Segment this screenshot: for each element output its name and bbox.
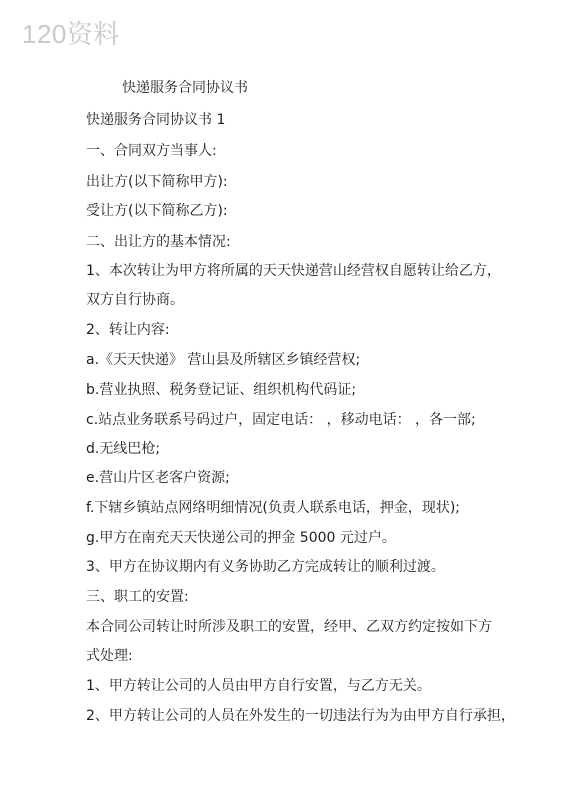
document-line: 1、本次转让为甲方将所属的天天快递营山经营权自愿转让给乙方， [86, 263, 501, 279]
document-line: c.站点业务联系号码过户，固定电话： ，移动电话： ，各一部; [86, 412, 476, 428]
document-line: 一、合同双方当事人: [86, 143, 217, 159]
document-line: 式处理: [86, 648, 133, 664]
document-line: 3、甲方在协议期内有义务协助乙方完成转让的顺利过渡。 [86, 559, 445, 575]
document-line: 本合同公司转让时所涉及职工的安置，经甲、乙双方约定按如下方 [86, 619, 492, 635]
document-line: 二、出让方的基本情况: [86, 234, 231, 250]
document-title: 快递服务合同协议书 [122, 80, 248, 96]
document-line: 双方自行协商。 [86, 292, 184, 308]
document-line: a.《天天快递》 营山县及所辖区乡镇经营权; [86, 352, 361, 368]
document-line: d.无线巴枪; [86, 441, 161, 457]
document-line: 2、转让内容: [86, 322, 170, 338]
document-line: 三、职工的安置: [86, 589, 189, 605]
document-line: b.营业执照、税务登记证、组织机构代码证; [86, 382, 357, 398]
document-line: e.营山片区老客户资源; [86, 470, 230, 486]
document-line: g.甲方在南充天天快递公司的押金 5000 元过户。 [86, 530, 396, 546]
document-line: 2、甲方转让公司的人员在外发生的一切违法行为为由甲方自行承担， [86, 708, 515, 724]
document-line: 快递服务合同协议书 1 [86, 112, 226, 128]
document-line: f.下辖乡镇站点网络明细情况(负责人联系电话，押金，现状); [86, 500, 460, 516]
document-line: 1、甲方转让公司的人员由甲方自行安置，与乙方无关。 [86, 678, 431, 694]
document-line: 受让方(以下简称乙方): [86, 203, 228, 219]
watermark-text: 120资料 [22, 19, 120, 49]
document-line: 出让方(以下简称甲方): [86, 174, 228, 190]
